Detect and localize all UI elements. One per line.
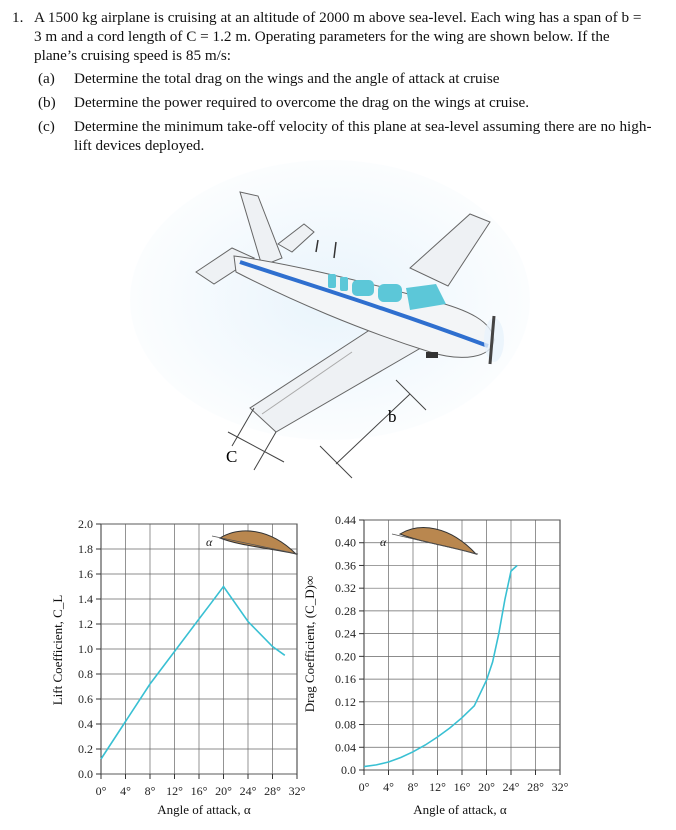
y-tick-label: 0.36 <box>335 558 356 573</box>
y-tick-label: 0.40 <box>335 535 356 550</box>
y-tick-label: 0.0 <box>78 767 93 781</box>
x-tick-label: 24° <box>502 780 520 794</box>
x-tick-label: 32° <box>551 780 569 794</box>
airfoil-icon <box>212 531 298 554</box>
x-tick-label: 4° <box>120 784 131 798</box>
x-tick-label: 28° <box>527 780 544 794</box>
y-tick-label: 0.4 <box>78 717 93 731</box>
y-tick-label: 0.12 <box>335 694 356 709</box>
y-tick-label: 0.32 <box>335 581 356 596</box>
window <box>352 280 374 296</box>
window <box>340 277 348 291</box>
x-tick-label: 8° <box>407 780 419 794</box>
landing-gear <box>426 352 438 358</box>
y-tick-label: 2.0 <box>78 517 93 531</box>
window <box>328 274 336 288</box>
x-tick-label: 8° <box>144 784 156 798</box>
drag-ylabel: Drag Coefficient, (C_D)∞ <box>302 575 317 713</box>
x-tick-label: 16° <box>453 780 471 794</box>
y-tick-label: 1.4 <box>78 592 93 606</box>
y-tick-label: 0.6 <box>78 692 93 706</box>
drag-coefficient-chart <box>302 513 569 817</box>
y-tick-label: 0.08 <box>335 717 356 732</box>
alpha-symbol: α <box>380 535 387 549</box>
y-tick-label: 1.8 <box>78 542 93 556</box>
alpha-symbol: α <box>206 535 213 549</box>
y-tick-label: 0.0 <box>341 763 356 777</box>
part-label: (a) <box>38 70 55 87</box>
airfoil-icon <box>392 528 478 554</box>
drag-curve <box>364 566 517 767</box>
x-tick-label: 20° <box>478 780 495 794</box>
y-tick-label: 0.28 <box>335 603 356 618</box>
x-tick-label: 12° <box>429 780 446 794</box>
x-tick-label: 0° <box>95 784 107 798</box>
x-tick-label: 0° <box>358 780 370 794</box>
x-tick-label: 28° <box>264 784 281 798</box>
x-tick-label: 16° <box>190 784 208 798</box>
y-tick-label: 1.6 <box>78 567 93 581</box>
y-tick-label: 1.0 <box>78 642 93 656</box>
x-tick-label: 12° <box>166 784 183 798</box>
lift-grid <box>96 524 297 779</box>
drag-xlabel: Angle of attack, α <box>413 802 507 817</box>
y-tick-label: 0.2 <box>78 742 93 756</box>
lift-coefficient-chart <box>50 517 306 817</box>
drag-grid <box>359 520 560 775</box>
window <box>378 284 402 302</box>
y-tick-label: 0.8 <box>78 667 93 681</box>
x-tick-label: 4° <box>383 780 394 794</box>
airplane-illustration <box>130 160 530 478</box>
part-label: (c) <box>38 118 55 135</box>
drag-tick-labels <box>335 513 569 794</box>
y-tick-label: 0.44 <box>335 513 356 527</box>
y-tick-label: 0.16 <box>335 672 356 687</box>
part-label: (b) <box>38 94 56 111</box>
lift-xlabel: Angle of attack, α <box>157 802 251 817</box>
y-tick-label: 1.2 <box>78 617 93 631</box>
lift-tick-labels <box>78 517 306 798</box>
problem-statement: A 1500 kg airplane is cruising at an altitude of 2000 m above sea-level. Each wing has a span of b = 3 m and a cord length of C = 1.2 m. Operating parameters for the wing are shown below. If the plane’s cruising speed is 85 m/s: <box>34 9 642 64</box>
problem-number: 1. <box>12 9 24 26</box>
x-tick-label: 24° <box>239 784 257 798</box>
label-c: C <box>226 447 238 466</box>
y-tick-label: 0.04 <box>335 740 356 755</box>
part-text: Determine the total drag on the wings and the angle of attack at cruise <box>74 70 500 87</box>
y-tick-label: 0.20 <box>335 649 356 664</box>
lift-curve <box>101 587 285 760</box>
label-b: b <box>388 407 397 426</box>
x-tick-label: 32° <box>288 784 306 798</box>
part-text: Determine the power required to overcome the drag on the wings at cruise. <box>74 94 530 111</box>
x-tick-label: 20° <box>215 784 232 798</box>
lift-ylabel: Lift Coefficient, C_L <box>50 594 65 706</box>
part-text: Determine the minimum take-off velocity of this plane at sea-level assuming there are no high-lift devices deployed. <box>74 118 652 154</box>
y-tick-label: 0.24 <box>335 626 356 641</box>
